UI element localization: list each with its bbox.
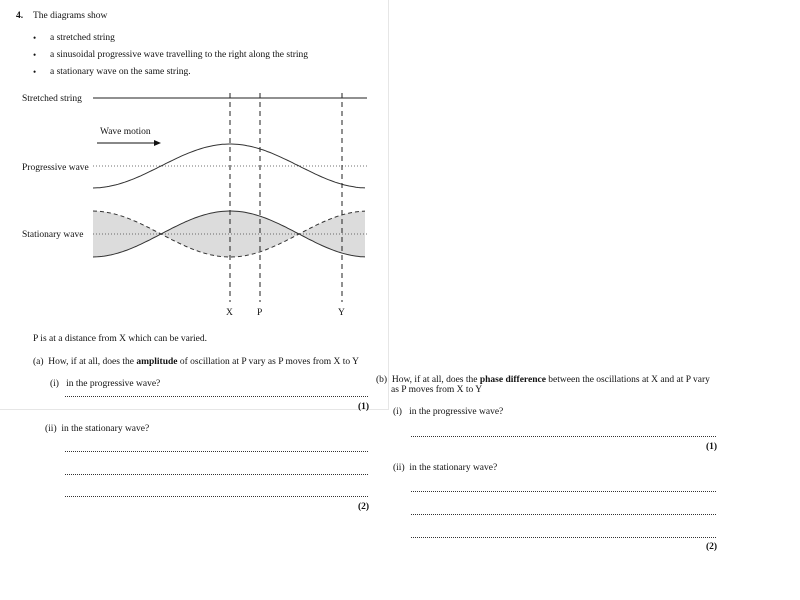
label-stretched-string: Stretched string <box>22 94 82 104</box>
part-a-text-before: How, if at all, does the <box>48 357 137 367</box>
bullet-icon: • <box>33 50 37 60</box>
part-b-text-after: between the oscillations at X and at P vary <box>545 375 710 385</box>
part-a-i-label: (i) <box>50 379 59 389</box>
part-a-ii-label: (ii) <box>45 424 57 434</box>
bullet-item-3: a stationary wave on the same string. <box>50 67 191 77</box>
label-progressive-wave: Progressive wave <box>22 163 89 173</box>
answer-line-a-ii-2[interactable] <box>65 474 368 475</box>
answer-line-a-ii-3[interactable] <box>65 496 368 497</box>
label-y: Y <box>338 308 345 318</box>
arrow-right-icon <box>154 140 161 146</box>
part-a-i <box>50 378 160 390</box>
question-number: 4. <box>16 11 24 21</box>
label-wave-motion: Wave motion <box>100 127 151 137</box>
part-a-ii-text: in the stationary wave? <box>61 424 150 434</box>
part-a-i-text: in the progressive wave? <box>66 379 161 389</box>
answer-line-b-ii-3[interactable] <box>411 537 716 538</box>
label-stationary-wave: Stationary wave <box>22 230 84 240</box>
part-a-bold: amplitude <box>136 357 178 367</box>
answer-line-a-ii-1[interactable] <box>65 451 368 452</box>
part-b-i-text: in the progressive wave? <box>409 407 504 417</box>
part-b-question-line2: as P moves from X to Y <box>391 385 483 395</box>
bullet-item-2: a sinusoidal progressive wave travelling to the right along the string <box>50 50 309 60</box>
statement-text: P is at a distance from X which can be varied. <box>33 334 208 344</box>
part-b-ii-label: (ii) <box>393 463 405 473</box>
answer-line-a-i[interactable] <box>65 396 368 397</box>
answer-line-b-ii-2[interactable] <box>411 514 716 515</box>
part-b-label: (b) <box>376 375 388 385</box>
label-x: X <box>226 308 233 318</box>
label-p: P <box>257 308 263 318</box>
part-b-text-before: How, if at all, does the <box>391 375 480 385</box>
marks-b-ii: (2) <box>706 542 718 552</box>
part-b-i <box>393 406 503 418</box>
part-b-ii-text: in the stationary wave? <box>409 463 498 473</box>
part-b-ii <box>393 462 497 474</box>
bullet-icon: • <box>33 33 37 43</box>
part-a-text-after: of oscillation at P vary as P moves from X to Y <box>177 357 360 367</box>
part-a-question <box>33 356 359 368</box>
part-a-label: (a) <box>33 357 44 367</box>
marks-a-i: (1) <box>358 402 370 412</box>
part-a-ii <box>45 423 149 435</box>
answer-line-b-i[interactable] <box>411 436 716 437</box>
question-intro: The diagrams show <box>33 11 108 21</box>
marks-b-i: (1) <box>706 442 718 452</box>
bullet-item-1: a stretched string <box>50 33 115 43</box>
marks-a-ii: (2) <box>358 502 370 512</box>
part-b-i-label: (i) <box>393 407 402 417</box>
part-b-bold: phase difference <box>479 375 546 385</box>
bullet-icon: • <box>33 67 37 77</box>
answer-line-b-ii-1[interactable] <box>411 491 716 492</box>
